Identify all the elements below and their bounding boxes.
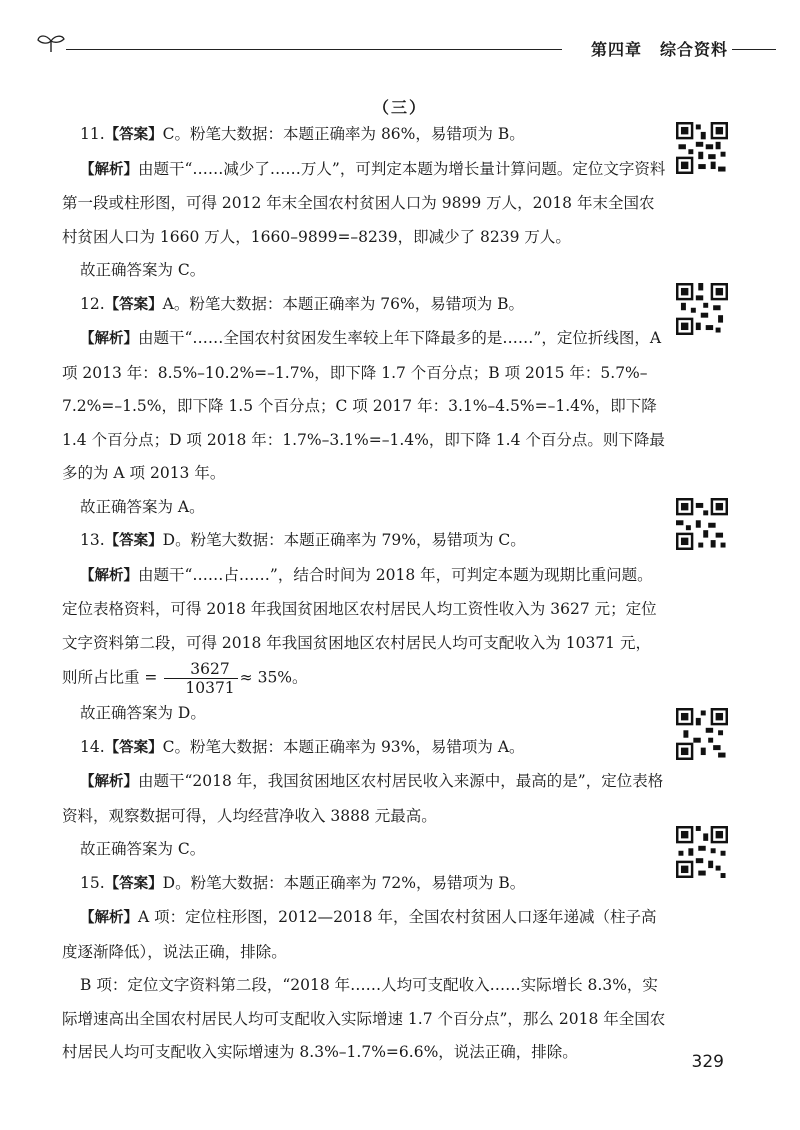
section-title: （三） <box>372 98 427 117</box>
q15-answer <box>62 867 666 902</box>
q11-number: 11. <box>80 125 105 143</box>
q11-analysis-text: 由题干“……减少了……万人”，可判定本题为增长量计算问题。定位文字资料第一段或柱形图，可得 2012 年末全国农村贫困人口为 9899 万人，2018 年末全国农村贫困人口为 1660 万人，1660–9899=–8239，即减少了 8239 万人。 <box>62 159 666 246</box>
qr-code-icon[interactable] <box>676 283 728 335</box>
qr-code-icon[interactable] <box>676 826 728 878</box>
q12-answer <box>62 288 666 323</box>
q12-answer-text: A。粉笔大数据：本题正确率为 76%，易错项为 B。 <box>162 294 525 313</box>
q14-analysis-text: 由题干“2018 年，我国贫困地区农村居民收入来源中，最高的是”，定位表格资料，观察数据可得，人均经营净收入 3888 元最高。 <box>62 772 664 825</box>
chapter-title <box>591 37 728 60</box>
q13-answer-text: D。粉笔大数据：本题正确率为 79%，易错项为 C。 <box>162 531 526 549</box>
q13-answer-tag: 【答案】 <box>104 533 163 549</box>
q11-conclusion: 故正确答案为 C。 <box>80 261 206 279</box>
fraction-numerator: 3627 <box>164 660 237 679</box>
q12-number: 12. <box>80 294 105 313</box>
q15-analysis <box>62 901 666 969</box>
q15-option-b: B 项：定位文字资料第二段，“2018 年……人均可支配收入……实际增长 8.3%，实际增速高出全国农村居民人均可支配收入实际增速 1.7 个百分点”，那么 2018 年全国农村居民人均可支配收入实际增速为 8.3%–1.7%=6.6%，说法正确，排除。 <box>62 976 666 1061</box>
q15-number: 15. <box>80 873 105 892</box>
q13-answer <box>62 524 666 559</box>
q14-analysis-tag: 【解析】 <box>80 774 138 790</box>
q12-analysis <box>62 322 666 491</box>
answer-content <box>62 118 666 1070</box>
q12-analysis-text: 由题干“……全国农村贫困发生率较上年下降最多的是……”，定位折线图，A 项 2013 年：8.5%–10.2%=–1.7%，即下降 1.7 个百分点；B 项 2015 年：5.7%–7.2%=–1.5%，即下降 1.5 个百分点；C 项 2017 年：3.1%–4.5%=–1.4%，即下降 1.4 个百分点；D 项 2018 年：1.7%–3.1%=–1.4%，即下降 1.4 个百分点。则下降最多的为 A 项 2013 年。 <box>62 329 665 482</box>
q13-number: 13. <box>80 531 105 549</box>
q14-number: 14. <box>80 737 105 756</box>
q15-answer-text: D。粉笔大数据：本题正确率为 72%，易错项为 B。 <box>162 873 526 892</box>
q11-answer <box>62 118 666 153</box>
q11-analysis <box>62 153 666 255</box>
fraction-denominator: 10371 <box>185 679 235 697</box>
q15-analysis-tag: 【解析】 <box>80 910 138 926</box>
q11-answer-tag: 【答案】 <box>104 127 163 143</box>
page-header <box>36 30 776 60</box>
q14-answer <box>62 731 666 766</box>
q14-analysis <box>62 765 666 833</box>
q14-conclusion: 故正确答案为 C。 <box>80 840 206 858</box>
qr-code-icon[interactable] <box>676 708 728 760</box>
qr-code-icon[interactable] <box>676 122 728 174</box>
q12-conclusion: 故正确答案为 A。 <box>80 497 205 516</box>
q13-conclusion: 故正确答案为 D。 <box>80 704 206 722</box>
q12-answer-tag: 【答案】 <box>104 296 163 313</box>
section-label: 综合资料 <box>659 40 728 59</box>
ratio-fraction <box>164 660 237 697</box>
q14-answer-text: C。粉笔大数据：本题正确率为 93%，易错项为 A。 <box>162 737 525 756</box>
q11-analysis-tag: 【解析】 <box>80 161 138 178</box>
chapter-label: 第四章 <box>590 40 642 59</box>
fraction-result: ≈ 35%。 <box>239 668 308 687</box>
sprout-icon <box>36 32 66 54</box>
q15-answer-tag: 【答案】 <box>104 875 163 892</box>
q12-analysis-tag: 【解析】 <box>80 331 138 347</box>
q13-analysis-tag: 【解析】 <box>80 567 138 584</box>
q13-analysis-text: 由题干“……占……”，结合时间为 2018 年，可判定本题为现期比重问题。定位表格资料，可得 2018 年我国贫困地区农村居民人均工资性收入为 3627 元；定位文字资料第二段，可得 2018 年我国贫困地区农村居民人均可支配收入为 10371 元，则所占比重 = <box>62 565 657 687</box>
page-number: 329 <box>691 1052 724 1072</box>
q15-analysis-text: A 项：定位柱形图，2012—2018 年，全国农村贫困人口逐年递减（柱子高度逐渐降低），说法正确，排除。 <box>62 908 657 961</box>
header-rule-left <box>66 49 562 50</box>
q13-analysis <box>62 559 666 698</box>
qr-code-icon[interactable] <box>676 498 728 550</box>
q14-answer-tag: 【答案】 <box>104 739 163 756</box>
q11-answer-text: C。粉笔大数据：本题正确率为 86%，易错项为 B。 <box>162 125 525 143</box>
header-rule-right <box>732 49 776 50</box>
